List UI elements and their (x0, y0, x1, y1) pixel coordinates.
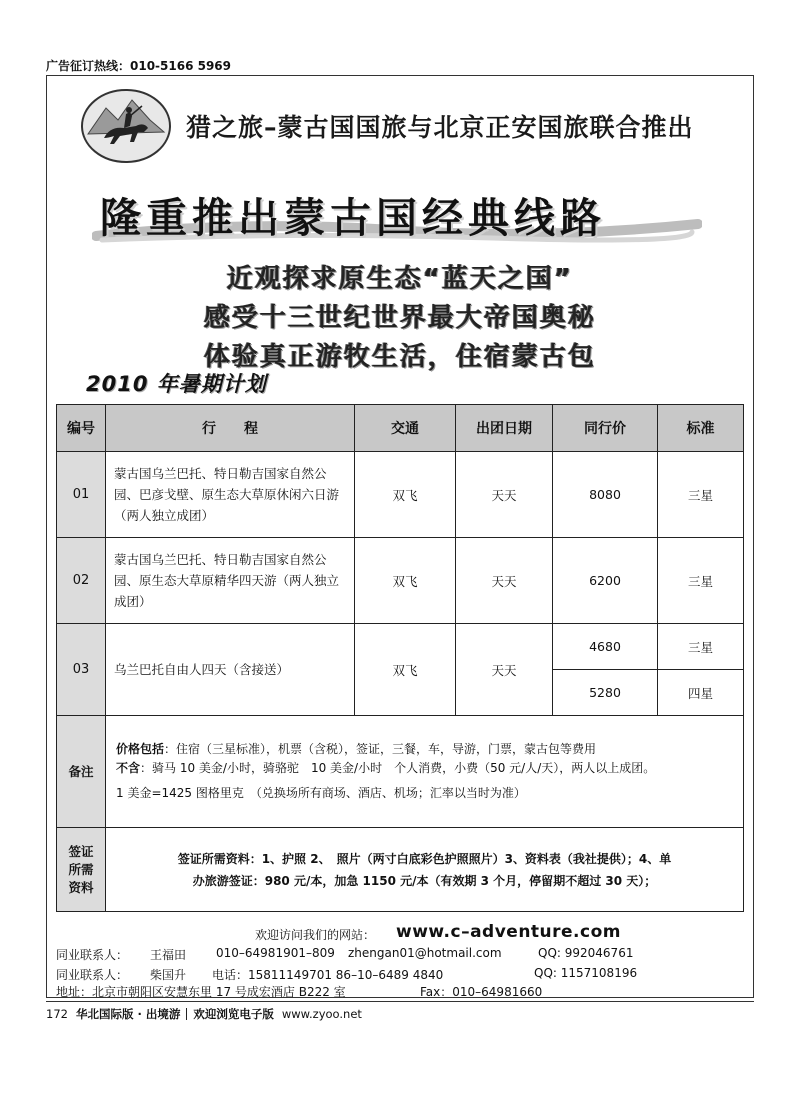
row-price-alt: 5280 (553, 670, 658, 716)
table-row (57, 452, 744, 538)
header-standard: 标准 (658, 405, 744, 452)
price-excludes: 不含：骑马 10 美金/小时，骑骆驼 10 美金/小时 个人消费，小费（50 元/人/天），两人以上成团。 (116, 761, 656, 775)
table-header-row (57, 405, 744, 452)
section-name: 华北国际版 · 出境游 (75, 1007, 181, 1021)
footer-separator (186, 1008, 187, 1020)
price-includes: 价格包括：住宿（三星标准），机票（含税），签证，三餐，车，导游，门票，蒙古包等费用 (116, 742, 597, 756)
plan-title: 2010 年暑期计划 (86, 372, 267, 396)
slogan-2: 感受十三世纪世界最大帝国奥秘 (203, 303, 596, 333)
row-route: 蒙古国乌兰巴托、特日勒吉国家自然公园、原生态大草原精华四天游（两人独立成团） (106, 538, 355, 624)
row-standard: 三星 (658, 624, 744, 670)
row-standard: 三星 (658, 538, 744, 624)
row-standard-alt: 四星 (658, 670, 744, 716)
header-transport: 交通 (355, 405, 456, 452)
website-link[interactable]: www.c–adventure.com (396, 922, 621, 942)
contact-phone: 电话：15811149701 86–10–6489 4840 (212, 968, 444, 982)
contact-email[interactable]: zhengan01@hotmail.com (348, 946, 502, 960)
slogan-1: 近观探求原生态“蓝天之国” (226, 264, 574, 294)
footer-site[interactable]: www.zyoo.net (281, 1007, 362, 1021)
visa-label: 签证 所需 资料 (57, 828, 106, 912)
page-number: 172 (46, 1007, 68, 1021)
row-price: 8080 (553, 452, 658, 538)
contact-name: 王福田 (150, 948, 187, 962)
row-route: 蒙古国乌兰巴托、特日勒吉国家自然公园、巴彦戈壁、原生态大草原休闲六日游（两人独立成团） (106, 452, 355, 538)
main-title: 隆重推出蒙古国经典线路 (100, 194, 606, 242)
address-text: 地址：北京市朝阳区安慧东里 17 号成宏酒店 B222 室 (56, 985, 346, 999)
table-row (57, 624, 744, 670)
tagline-text: –蒙古国国旅与北京正安国旅联合推出 (264, 113, 694, 142)
page-footer (46, 1006, 362, 1022)
row-code: 02 (57, 538, 106, 624)
row-date: 天天 (456, 452, 553, 538)
row-code: 01 (57, 452, 106, 538)
visa-line-1: 签证所需资料：1、护照 2、 照片（两寸白底彩色护照照片）3、资料表（我社提供）；4、单 (177, 851, 672, 866)
notes-label: 备注 (57, 716, 106, 828)
ad-hotline: 广告征订热线：010-5166 5969 (46, 59, 232, 73)
horse-rider-logo-icon (80, 86, 172, 164)
row-price: 4680 (553, 624, 658, 670)
fax-text: Fax：010–64981660 (420, 985, 543, 999)
ebook-label: 欢迎浏览电子版 (193, 1007, 274, 1021)
row-transport: 双飞 (355, 452, 456, 538)
row-standard: 三星 (658, 452, 744, 538)
header-code: 编号 (57, 405, 106, 452)
footer-divider (46, 1001, 754, 1002)
slogan-3: 体验真正游牧生活，住宿蒙古包 (203, 342, 596, 372)
table-row (57, 538, 744, 624)
row-transport: 双飞 (355, 538, 456, 624)
contact-phone: 010–64981901–809 (216, 946, 335, 960)
contact-label: 同业联系人： (56, 968, 129, 982)
row-price: 6200 (553, 538, 658, 624)
header-route: 行 程 (106, 405, 355, 452)
contact-qq: QQ: 1157108196 (534, 966, 638, 980)
row-transport: 双飞 (355, 624, 456, 716)
row-date: 天天 (456, 624, 553, 716)
row-date: 天天 (456, 538, 553, 624)
notes-content (106, 716, 744, 828)
contact-qq: QQ: 992046761 (538, 946, 634, 960)
visa-content (106, 828, 744, 912)
notes-row (57, 716, 744, 828)
row-route: 乌兰巴托自由人四天（含接送） (106, 624, 355, 716)
website-label: 欢迎访问我们的网站： (255, 928, 376, 942)
contact-name: 柴国升 (150, 968, 187, 982)
header-price: 同行价 (553, 405, 658, 452)
header-tagline (186, 108, 694, 144)
visa-line-2: 办旅游签证：980 元/本，加急 1150 元/本（有效期 3 个月，停留期不超过 30 天）； (192, 873, 657, 888)
exchange-note: 1 美金=1425 图格里克 （兑换场所有商场、酒店、机场；汇率以当时为准） (116, 786, 526, 800)
tour-table (56, 404, 744, 912)
row-code: 03 (57, 624, 106, 716)
brand-name: 猎之旅 (186, 113, 265, 142)
contact-label: 同业联系人： (56, 948, 129, 962)
header-date: 出团日期 (456, 405, 553, 452)
visa-row (57, 828, 744, 912)
